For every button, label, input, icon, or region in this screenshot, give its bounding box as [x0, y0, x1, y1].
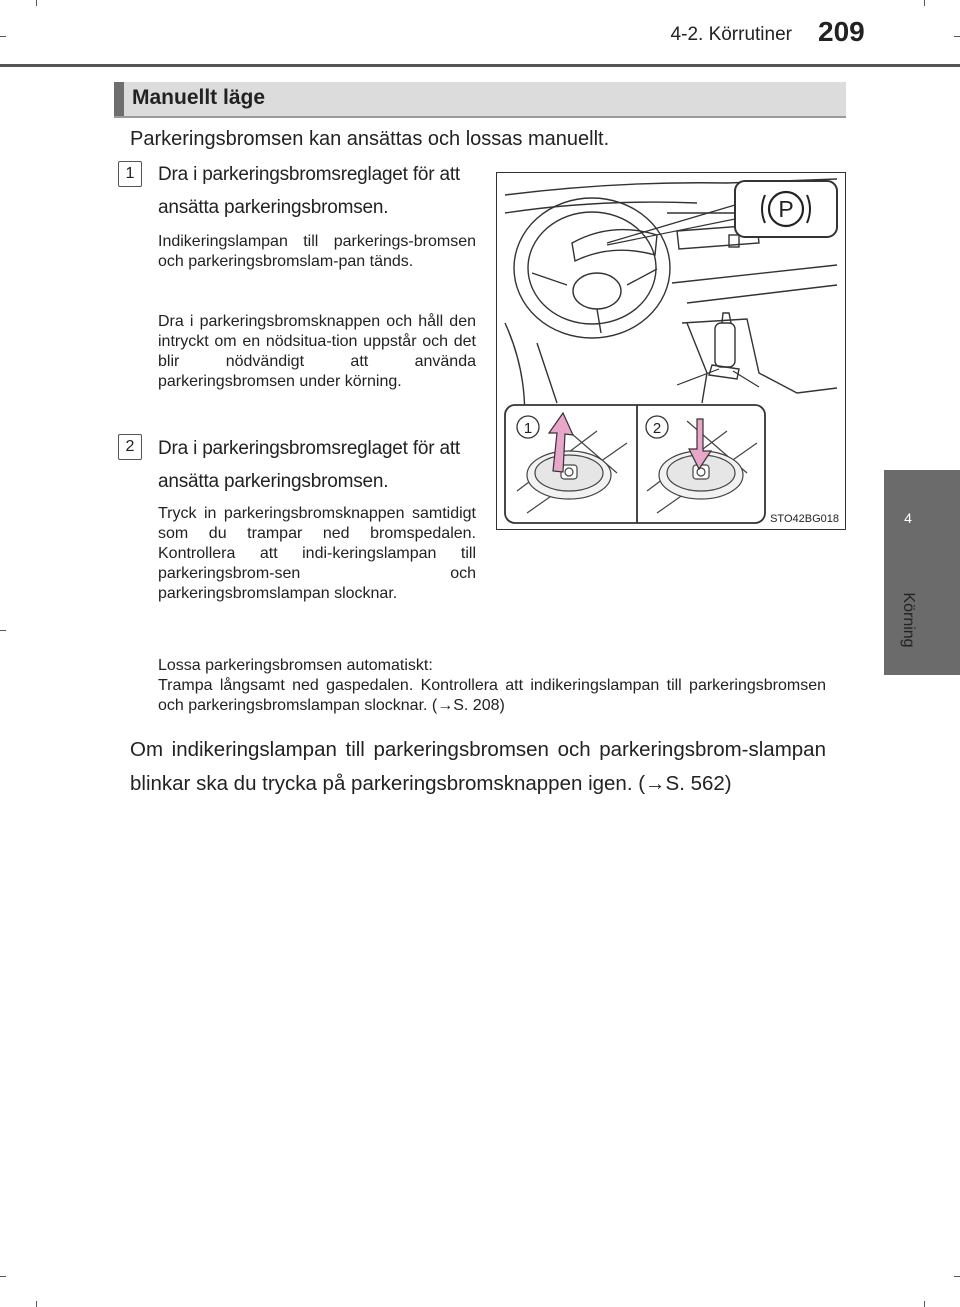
callout-2-label: 2 [652, 420, 662, 437]
step-2-paragraph-1: Tryck in parkeringsbromsknappen samtidigt som du trampar ned bromspedalen. Kontrollera att indi-keringslampan till parkeringsbrom-sen och parkeringsbromslampan slocknar. [158, 505, 476, 602]
running-header-section: 4-2. Körrutiner [670, 24, 792, 45]
p-symbol-label: P [778, 196, 794, 222]
crop-mark [924, 0, 925, 6]
page-number: 209 [818, 16, 865, 47]
crop-mark [36, 1301, 37, 1307]
chapter-tab [884, 470, 960, 675]
step-2-title: Dra i parkeringsbromsreglaget för att ansätta parkeringsbromsen. [158, 438, 461, 492]
step-number-2: 2 [118, 434, 142, 460]
crop-mark [954, 1276, 960, 1277]
crop-mark [0, 1276, 6, 1277]
crop-mark [0, 630, 6, 631]
step-number-1: 1 [118, 161, 142, 187]
step-1-title: Dra i parkeringsbromsreglaget för att ansätta parkeringsbromsen. [158, 164, 461, 218]
crop-mark [924, 1301, 925, 1307]
parking-brake-illustration [496, 172, 846, 530]
step-1-paragraph-2: Dra i parkeringsbromsknappen och håll den intryckt om en nödsitua-tion uppstår och det blir nödvändigt att använda parkeringsbromsen under körning. [158, 313, 476, 390]
crop-mark [0, 36, 6, 37]
crop-mark [36, 0, 37, 6]
closing-paragraph: Om indikeringslampan till parkeringsbromsen och parkeringsbrom-slampan blinkar ska du trycka på parkeringsbromsknappen igen. (→S. 562) [130, 738, 826, 795]
dashboard-drawing [497, 173, 847, 531]
section-title: Manuellt läge [132, 86, 266, 109]
section-intro: Parkeringsbromsen kan ansättas och lossas manuellt. [130, 128, 610, 150]
header-rule [0, 64, 960, 67]
crop-mark [954, 36, 960, 37]
chapter-tab-label: Körning [900, 592, 917, 648]
figure-code: STO42BG018 [770, 513, 839, 525]
step-1-paragraph-1: Indikeringslampan till parkerings-bromsen och parkeringsbromslam-pan tänds. [158, 233, 476, 270]
note-heading: Lossa parkeringsbromsen automatiskt: [158, 657, 433, 674]
note-body: Trampa långsamt ned gaspedalen. Kontrollera att indikeringslampan till parkeringsbromsen och parkeringsbromslampan slocknar. (→S. 208) [158, 677, 826, 714]
chapter-tab-number: 4 [904, 510, 912, 526]
callout-1-label: 1 [523, 420, 533, 437]
